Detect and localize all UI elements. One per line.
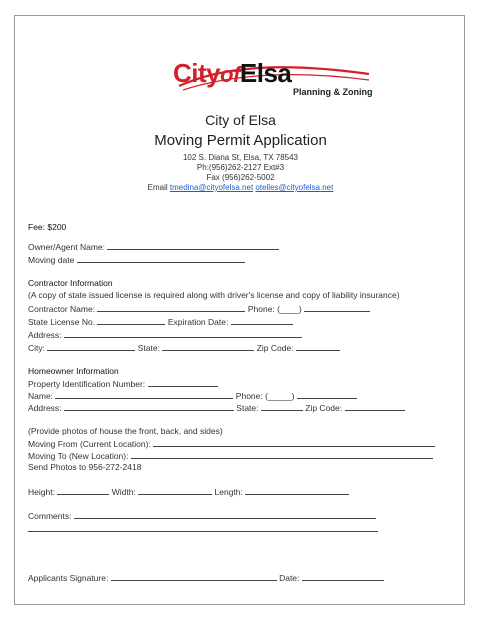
photos-note: (Provide photos of house the front, back, and sides) xyxy=(28,426,223,436)
contractor-state-field[interactable] xyxy=(162,342,254,351)
dimensions-row xyxy=(28,486,349,497)
moving-from-field[interactable] xyxy=(153,438,435,447)
length-field[interactable] xyxy=(245,486,349,495)
logo-subtitle: Planning & Zoning xyxy=(293,87,373,97)
logo-city-text: City xyxy=(173,58,221,88)
license-field[interactable] xyxy=(97,316,165,325)
owner-name-field[interactable] xyxy=(107,241,279,250)
pid-label: Property Identification Number: xyxy=(28,379,146,389)
signature-field[interactable] xyxy=(111,572,277,581)
contractor-address-label: Address: xyxy=(28,330,62,340)
signature-label: Applicants Signature: xyxy=(28,573,109,583)
height-field[interactable] xyxy=(57,486,109,495)
homeowner-zip-label: Zip Code: xyxy=(305,403,343,413)
signature-row xyxy=(28,572,384,583)
comments-field[interactable] xyxy=(74,510,376,519)
width-label: Width: xyxy=(111,487,136,497)
homeowner-address-label: Address: xyxy=(28,403,62,413)
comments-row xyxy=(28,510,376,521)
city-logo xyxy=(173,60,373,104)
signature-date-field[interactable] xyxy=(302,572,384,581)
contractor-zip-field[interactable] xyxy=(296,342,340,351)
height-label: Height: xyxy=(28,487,55,497)
form-page xyxy=(14,15,465,605)
length-label: Length: xyxy=(214,487,243,497)
email-label: Email xyxy=(147,183,168,192)
license-label: State License No. xyxy=(28,317,96,327)
contractor-zip-label: Zip Code: xyxy=(256,343,294,353)
logo-wordmark xyxy=(173,58,291,90)
moving-date-row xyxy=(28,254,245,265)
expiration-label: Expiration Date: xyxy=(167,317,229,327)
owner-name-row xyxy=(28,241,279,252)
contractor-city-row xyxy=(28,342,340,353)
email-line xyxy=(15,183,466,192)
contractor-name-field[interactable] xyxy=(97,303,245,312)
homeowner-name-field[interactable] xyxy=(55,390,233,399)
send-photos-text: Send Photos to 956-272-2418 xyxy=(28,462,142,472)
homeowner-phone-label: Phone: (_____) xyxy=(235,391,295,401)
homeowner-name-label: Name: xyxy=(28,391,54,401)
city-title: City of Elsa xyxy=(205,112,276,128)
email-link-1[interactable]: tmedina@cityofelsa.net xyxy=(169,183,254,192)
comments-field-2[interactable] xyxy=(28,523,378,532)
moving-to-field[interactable] xyxy=(131,450,433,459)
pid-row xyxy=(28,378,218,389)
form-title: Moving Permit Application xyxy=(154,132,327,149)
contractor-note: (A copy of state issued license is required along with driver's license and copy of liability insurance) xyxy=(28,290,400,300)
contractor-state-label: State: xyxy=(137,343,160,353)
contractor-address-row xyxy=(28,329,302,340)
contractor-name-row xyxy=(28,303,370,314)
moving-from-label: Moving From (Current Location): xyxy=(28,439,151,449)
contractor-phone-label: Phone: (____) xyxy=(247,304,302,314)
contractor-address-field[interactable] xyxy=(64,329,302,338)
logo-elsa-text: Elsa xyxy=(239,58,292,88)
homeowner-state-field[interactable] xyxy=(261,402,303,411)
fee-text: Fee: $200 xyxy=(28,222,67,232)
moving-to-label: Moving To (New Location): xyxy=(28,451,129,461)
logo-of-text: of xyxy=(220,62,240,87)
moving-to-row xyxy=(28,450,433,461)
moving-date-field[interactable] xyxy=(77,254,245,263)
license-row xyxy=(28,316,293,327)
fax-line: Fax (956)262-5002 xyxy=(206,173,275,182)
address-line: 102 S. Diana St, Elsa, TX 78543 xyxy=(182,153,299,162)
owner-name-label: Owner/Agent Name: xyxy=(28,242,106,252)
moving-from-row xyxy=(28,438,435,449)
homeowner-name-row xyxy=(28,390,357,401)
homeowner-heading: Homeowner Information xyxy=(28,366,119,376)
comments-row-2 xyxy=(28,523,378,534)
contractor-heading: Contractor Information xyxy=(28,278,113,288)
comments-label: Comments: xyxy=(28,511,72,521)
contractor-city-label: City: xyxy=(28,343,45,353)
homeowner-address-field[interactable] xyxy=(64,402,234,411)
contractor-phone-field[interactable] xyxy=(304,303,370,312)
phone-line: Ph:(956)262-2127 Ext#3 xyxy=(196,163,285,172)
signature-date-label: Date: xyxy=(279,573,300,583)
homeowner-zip-field[interactable] xyxy=(345,402,405,411)
homeowner-address-row xyxy=(28,402,405,413)
pid-field[interactable] xyxy=(148,378,218,387)
expiration-field[interactable] xyxy=(231,316,293,325)
moving-date-label: Moving date xyxy=(28,255,75,265)
email-link-2[interactable]: otelles@cityofelsa.net xyxy=(255,183,334,192)
homeowner-state-label: State: xyxy=(236,403,259,413)
width-field[interactable] xyxy=(138,486,212,495)
contractor-city-field[interactable] xyxy=(47,342,135,351)
homeowner-phone-field[interactable] xyxy=(297,390,357,399)
contractor-name-label: Contractor Name: xyxy=(28,304,96,314)
